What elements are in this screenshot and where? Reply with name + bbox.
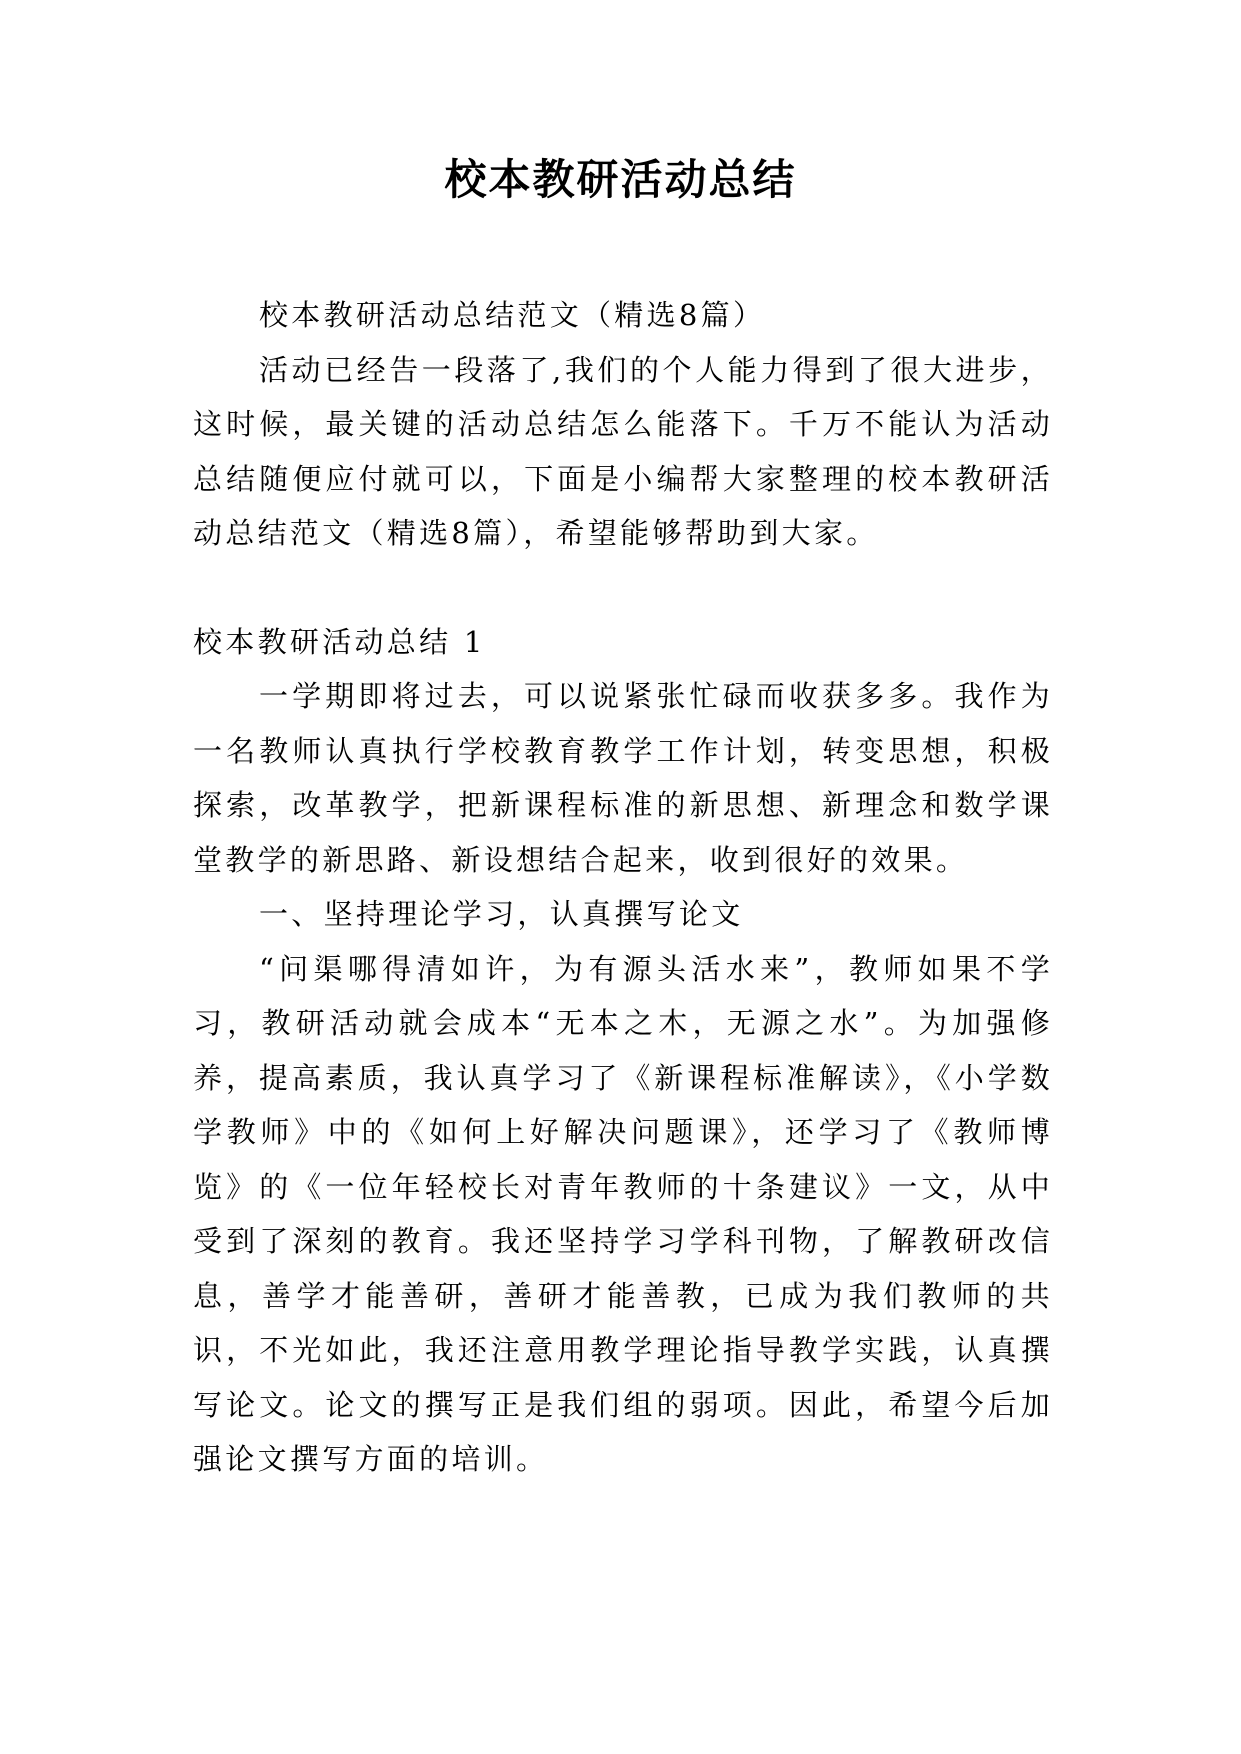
document-body xyxy=(193,288,1053,1487)
document-title: 校本教研活动总结 xyxy=(444,155,797,204)
body-paragraph-1: 一学期即将过去，可以说紧张忙碌而收获多多。我作为一名教师认真执行学校教育教学工作计划，转变思想，积极探索，改革教学，把新课程标准的新思想、新理念和数学课堂教学的新思路、新设想结合起来，收到很好的效果。 xyxy=(193,679,1053,877)
subheading-1: 一、坚持理论学习，认真撰写论文 xyxy=(259,897,744,931)
intro-paragraph: 活动已经告一段落了,我们的个人能力得到了很大进步，这时候，最关键的活动总结怎么能落下。千万不能认为活动总结随便应付就可以，下面是小编帮大家整理的校本教研活动总结范文（精选8篇），希望能够帮助到大家。 xyxy=(193,352,1053,550)
body-paragraph-2: “问渠哪得清如许，为有源头活水来”，教师如果不学习，教研活动就会成本“无本之木，无源之水”。为加强修养，提高素质，我认真学习了《新课程标准解读》，《小学数学教师》中的《如何上好解决问题课》，还学习了《教师博览》的《一位年轻校长对青年教师的十条建议》一文，从中受到了深刻的教育。我还坚持学习学科刊物，了解教研改信息，善学才能善研，善研才能善教，已成为我们教师的共识，不光如此，我还注意用教学理论指导教学实践，认真撰写论文。论文的撰写正是我们组的弱项。因此，希望今后加强论文撰写方面的培训。 xyxy=(193,951,1053,1476)
paragraph-spacer xyxy=(193,561,1053,615)
document-subtitle: 校本教研活动总结范文（精选8篇） xyxy=(259,298,766,332)
section-heading: 校本教研活动总结 1 xyxy=(193,624,486,659)
